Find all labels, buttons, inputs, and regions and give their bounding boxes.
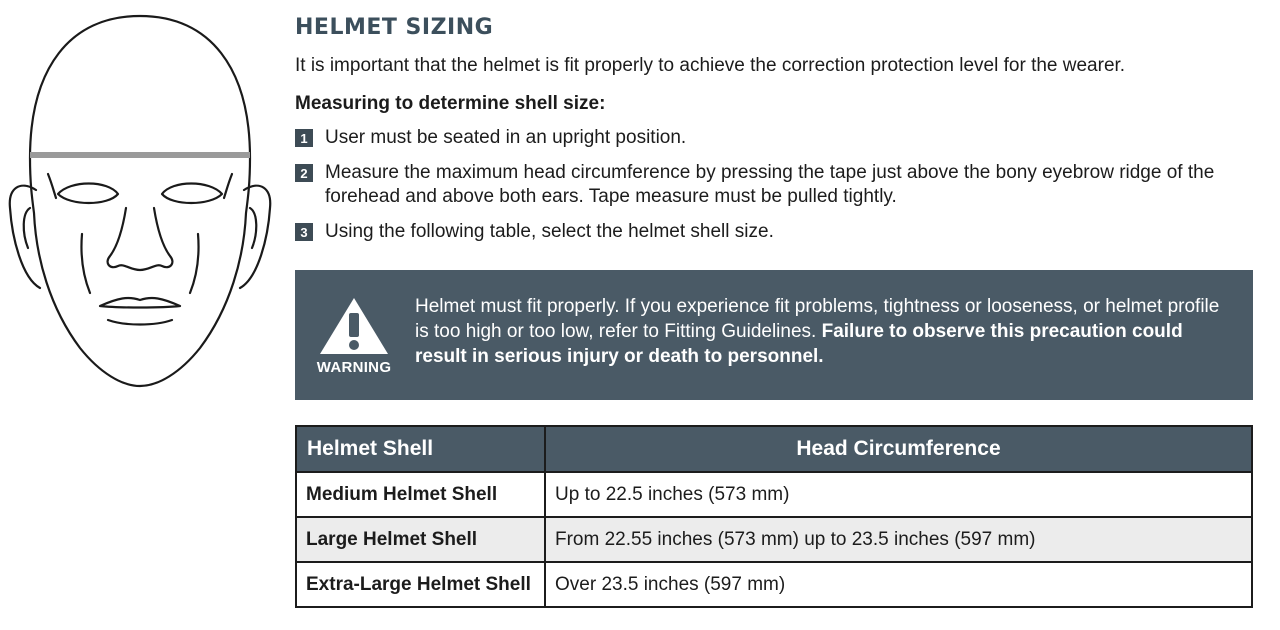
measurement-steps — [295, 126, 1255, 244]
step-text: Using the following table, select the helmet shell size. — [325, 221, 774, 242]
shell-size-cell: Large Helmet Shell — [296, 517, 545, 562]
step-item — [295, 161, 1255, 209]
step-text: User must be seated in an upright position. — [325, 127, 687, 148]
measuring-subheading: Measuring to determine shell size: — [295, 93, 606, 114]
table-row — [296, 517, 1252, 562]
step-item — [295, 220, 1255, 244]
shell-size-cell: Medium Helmet Shell — [296, 472, 545, 517]
step-text: Measure the maximum head circumference by pressing the tape just above the bony eyebrow ridge of the forehead and above both ears. Tape measure must be pulled tightly. — [325, 162, 1215, 207]
table-header-row — [296, 426, 1252, 472]
warning-badge — [298, 295, 410, 376]
table-row — [296, 472, 1252, 517]
shell-size-cell: Extra-Large Helmet Shell — [296, 562, 545, 607]
warning-panel — [295, 270, 1253, 400]
step-item — [295, 126, 1255, 150]
warning-bold-text: Failure to observe this precaution could result in serious injury or death to personnel. — [415, 320, 1183, 367]
step-number-badge: 2 — [295, 164, 313, 182]
table-row — [296, 562, 1252, 607]
circumference-cell: Over 23.5 inches (597 mm) — [545, 562, 1252, 607]
right-eye — [162, 184, 222, 204]
step-number-badge: 1 — [295, 129, 313, 147]
warning-message — [415, 294, 1235, 369]
intro-text: It is important that the helmet is fit properly to achieve the correction protection level for the wearer. — [295, 55, 1126, 76]
nose — [108, 208, 173, 270]
warning-triangle-icon — [318, 295, 390, 357]
sizing-content — [295, 14, 1255, 255]
helmet-size-table — [295, 425, 1253, 608]
left-eye — [58, 184, 118, 204]
head-outline — [30, 16, 250, 386]
warning-text: Helmet must fit properly. If you experience fit problems, tightness or looseness, or helmet profile is too high or too low, refer to Fitting Guidelines. — [415, 295, 1220, 342]
head-measurement-illustration — [0, 8, 285, 393]
warning-label: WARNING — [316, 358, 392, 376]
step-number-badge: 3 — [295, 223, 313, 241]
circumference-cell: From 22.55 inches (573 mm) up to 23.5 inches (597 mm) — [545, 517, 1252, 562]
page-title: HELMET SIZING — [295, 15, 494, 40]
circumference-cell: Up to 22.5 inches (573 mm) — [545, 472, 1252, 517]
mouth — [100, 298, 180, 308]
column-header-helmet-shell: Helmet Shell — [296, 426, 545, 472]
column-header-head-circumference: Head Circumference — [545, 426, 1252, 472]
